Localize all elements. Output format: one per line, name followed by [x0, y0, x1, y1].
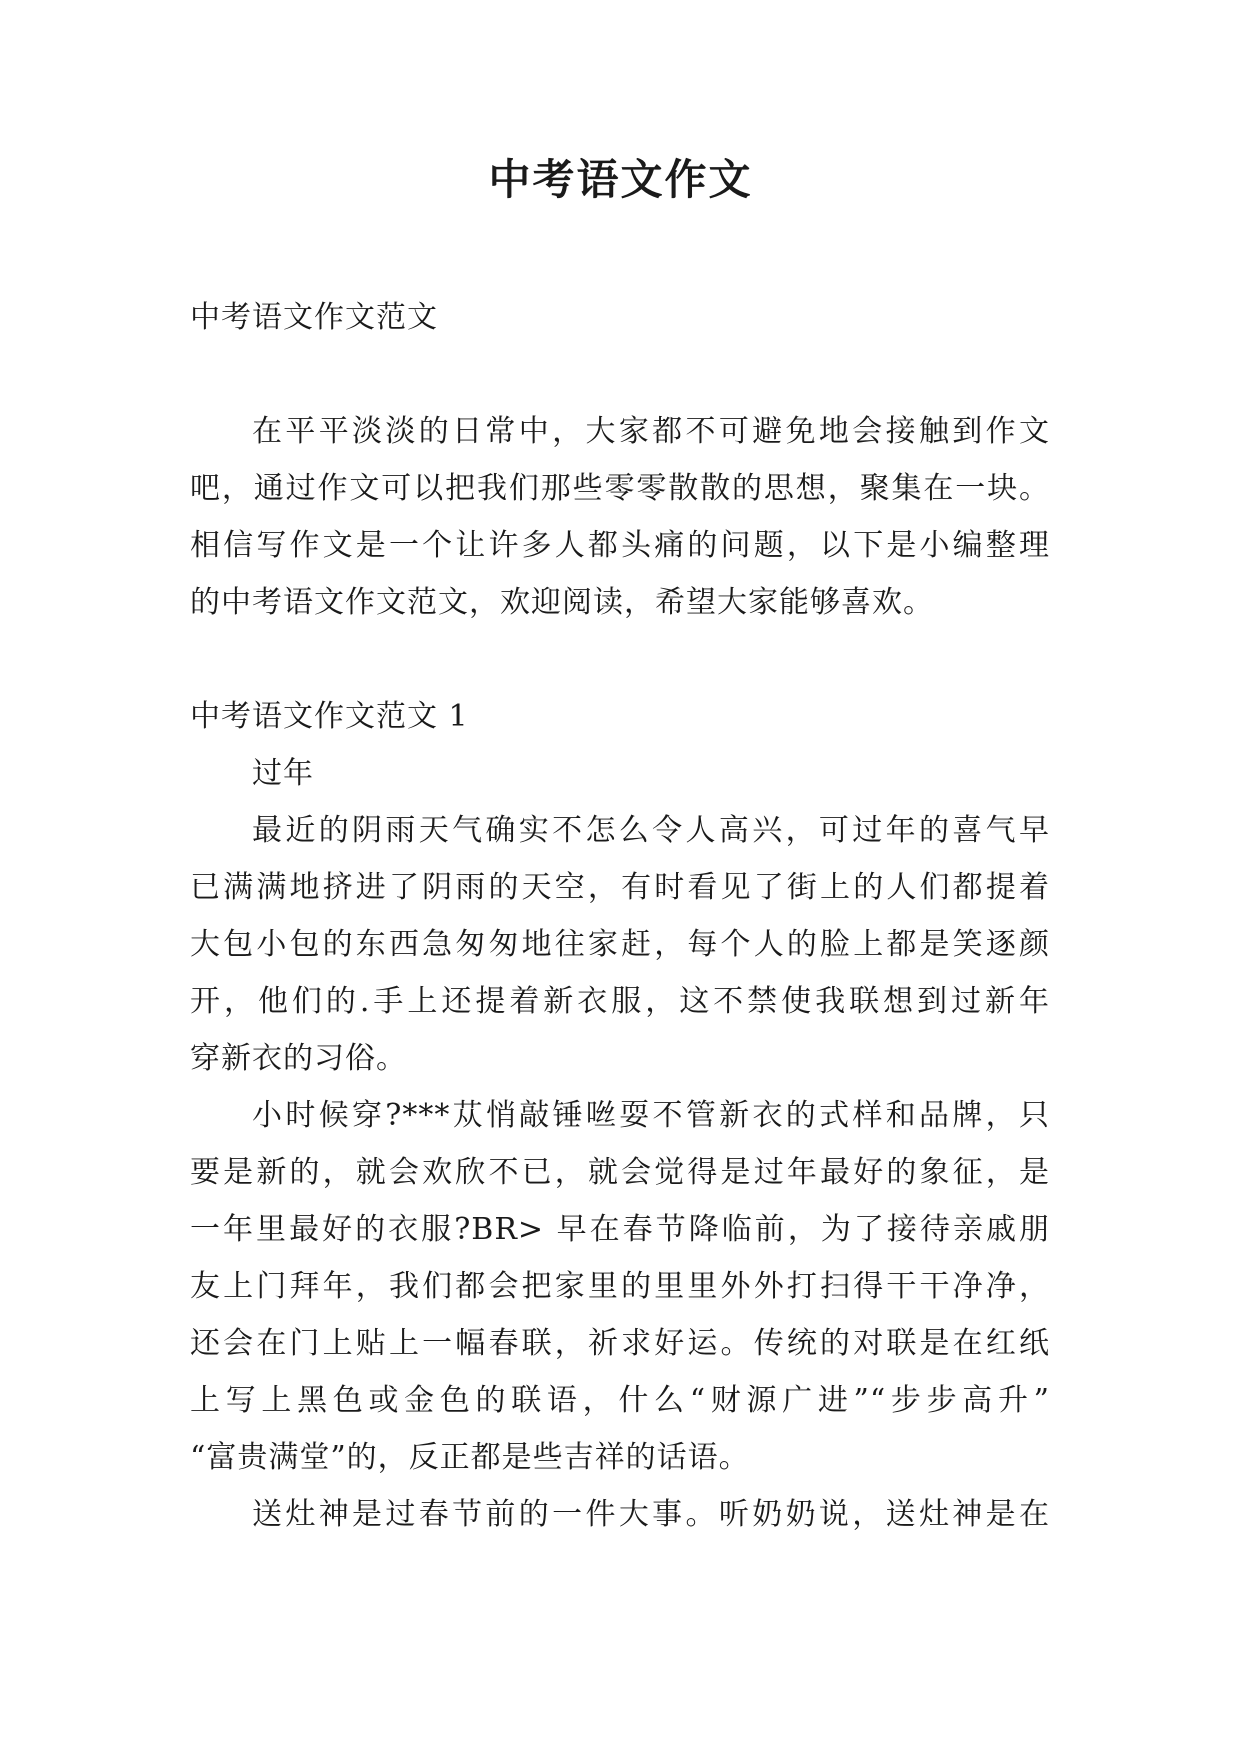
paragraph3-line-1: 送灶神是过春节前的一件大事。听奶奶说，送灶神是在	[252, 1497, 1050, 1532]
paragraph1-line-2: 已满满地挤进了阴雨的天空，有时看见了街上的人们都提着	[190, 870, 1050, 905]
paragraph2-line-6: 上写上黑色或金色的联语，什么“财源广进”“步步高升”	[190, 1383, 1050, 1418]
paragraph2-line-1: 小时候穿?***苁悄敲锤咝耍不管新衣的式样和品牌，只	[252, 1098, 1050, 1133]
paragraph1-line-4: 开，他们的.手上还提着新衣服，这不禁使我联想到过新年	[190, 984, 1050, 1019]
intro-line-1: 在平平淡淡的日常中，大家都不可避免地会接触到作文	[252, 414, 1050, 449]
paragraph1-line-3: 大包小包的东西急匆匆地往家赶，每个人的脸上都是笑逐颜	[190, 927, 1050, 962]
intro-line-3: 相信写作文是一个让许多人都头痛的问题，以下是小编整理	[190, 528, 1050, 563]
paragraph2-line-7: “富贵满堂”的，反正都是些吉祥的话语。	[190, 1440, 750, 1475]
essay-title: 过年	[252, 756, 314, 791]
paragraph1-line-1: 最近的阴雨天气确实不怎么令人高兴，可过年的喜气早	[252, 813, 1050, 848]
section-heading: 中考语文作文范文 1	[190, 699, 469, 734]
paragraph2-line-3: 一年里最好的衣服?BR> 早在春节降临前，为了接待亲戚朋	[190, 1212, 1050, 1247]
paragraph1-line-5: 穿新衣的习俗。	[190, 1041, 407, 1076]
intro-line-4: 的中考语文作文范文，欢迎阅读，希望大家能够喜欢。	[190, 585, 934, 620]
intro-line-2: 吧，通过作文可以把我们那些零零散散的思想，聚集在一块。	[190, 471, 1050, 506]
document-title: 中考语文作文	[488, 155, 753, 204]
paragraph2-line-2: 要是新的，就会欢欣不已，就会觉得是过年最好的象征，是	[190, 1155, 1050, 1190]
paragraph2-line-5: 还会在门上贴上一幅春联，祈求好运。传统的对联是在红纸	[190, 1326, 1050, 1361]
paragraph2-line-4: 友上门拜年，我们都会把家里的里里外外打扫得干干净净，	[190, 1269, 1050, 1304]
document-subtitle: 中考语文作文范文	[190, 300, 438, 335]
